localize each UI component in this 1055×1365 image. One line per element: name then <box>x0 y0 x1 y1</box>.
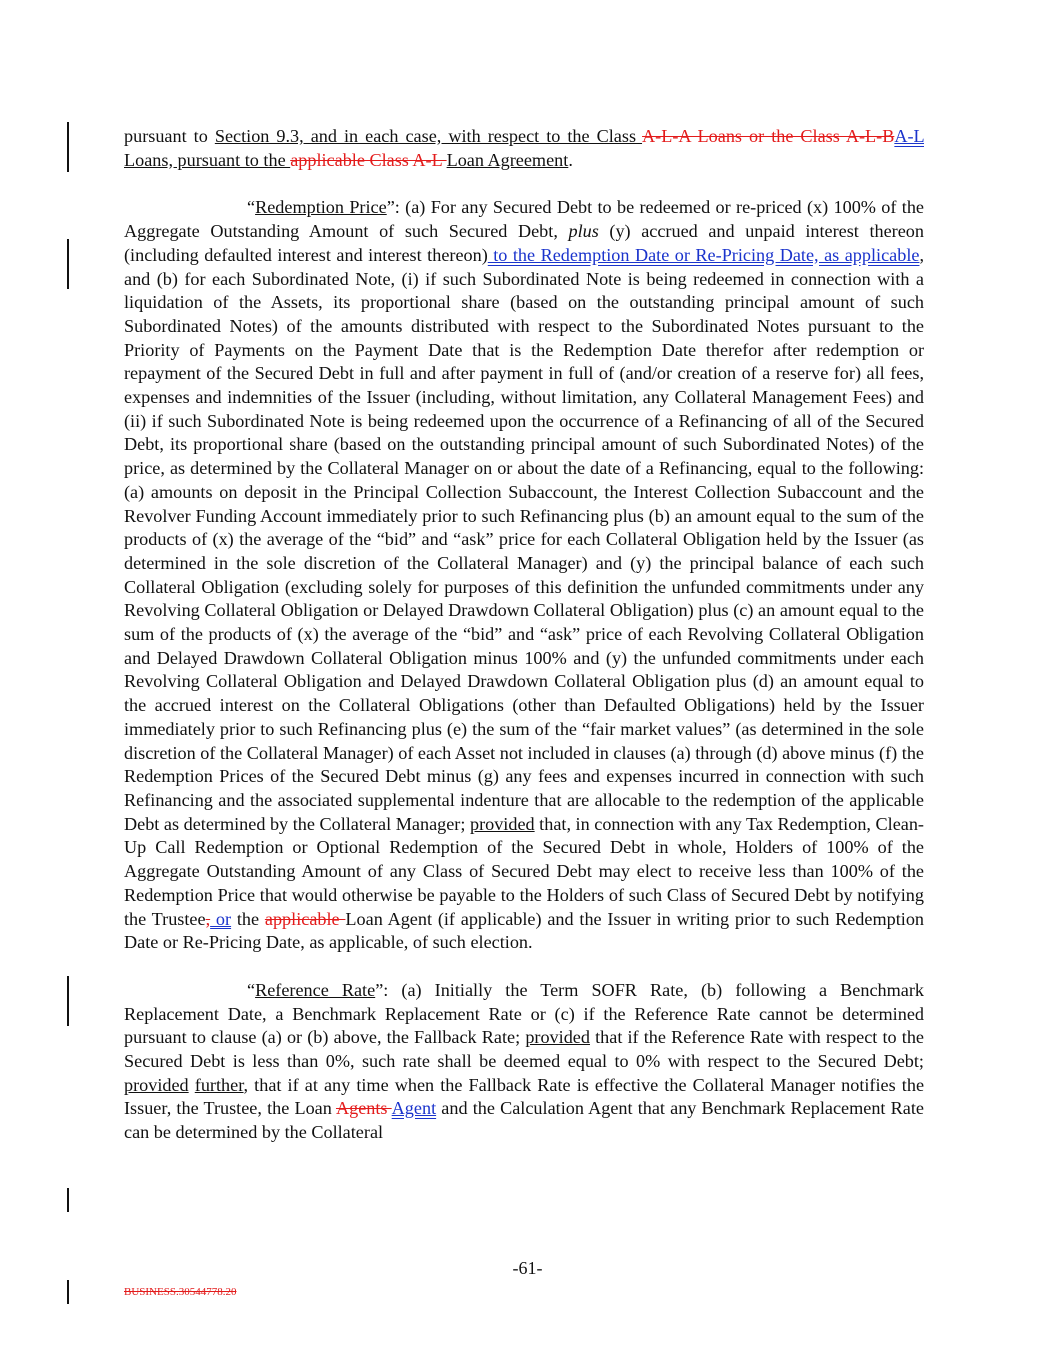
paragraph-continuation <box>124 125 924 172</box>
deleted-text: Agents <box>335 1098 392 1119</box>
inserted-text: to the Redemption Date or Re-Pricing Date, as applicable <box>487 244 920 265</box>
text: and the Calculation Agent that any Benchmark Replacement Rate can be determined by the Collateral <box>124 1098 924 1143</box>
text: (y) accrued and unpaid interest thereon (including defaulted interest and interest thereon) <box>124 221 924 265</box>
footer-document-id: BUSINESS.30544778.20 <box>124 1286 237 1298</box>
change-bar <box>67 976 69 1026</box>
underlined-text: provided <box>124 1074 189 1095</box>
text: that if the Reference Rate with respect to the Secured Debt is less than 0%, such rate shall be deemed equal to 0% with respect to the Secured Debt; <box>124 1027 924 1072</box>
document-page <box>124 125 924 1169</box>
definition-redemption-price <box>124 196 924 955</box>
text: “ <box>247 979 256 1000</box>
text: the <box>231 908 265 929</box>
underlined-text: provided <box>525 1027 590 1048</box>
underlined-text: provided <box>469 813 535 834</box>
inserted-text: Agent <box>391 1098 437 1119</box>
page-number: -61- <box>512 1258 543 1278</box>
inserted-text: A-L <box>894 126 924 146</box>
text: . <box>568 149 573 170</box>
text: ”: (a) For any Secured Debt to be redeemed or re-priced (x) 100% of the Aggregate Outstanding Amount of such Secured Debt, <box>124 197 925 242</box>
change-bar <box>67 1280 69 1304</box>
italic-text: plus <box>568 221 599 242</box>
definition-reference-rate <box>124 979 924 1145</box>
text: , that if at any time when the Fallback Rate is effective the Collateral Manager notifies the Issuer, the Trustee, the Loan <box>124 1074 925 1119</box>
deleted-text: , <box>205 908 211 929</box>
change-bar <box>67 1188 69 1212</box>
text: that, in connection with any Tax Redemption, Clean-Up Call Redemption or Optional Redemption of the Secured Debt in whole, Holders of 100% of the Aggregate Outstanding Amount of any Class of Secured Debt may elect to receive less than 100% of the Redemption Price that would otherwise be payable to the Holders of such Class of Secured Debt by notifying the Trustee <box>124 813 924 929</box>
underlined-text: Loans, pursuant to the <box>124 149 291 170</box>
deleted-text: A-L-A Loans or the Class A-L-B <box>642 126 895 146</box>
text: , and (b) for each Subordinated Note, (i) if such Subordinated Note is being redeemed in connection with a liquidation of the Assets, its proportional share (based on the outstanding principal amount of such Subordinated Notes) of the amounts distributed with respect to the Subordinated Notes pursuant to the Priority of Payments on the Payment Date that is the Redemption Date therefor after redemption or repayment of the Secured Debt in full and after payment in full of (and/or creation of a reserve for) all fees, expenses and indemnities of the Issuer (including, without limitation, any Collateral Management Fees) and (ii) if such Subordinated Note is being redeemed upon the occurrence of a Refinancing of all of the Secured Debt, its proportional share (based on the outstanding principal amount of such Subordinated Notes) of the price, as determined by the Collateral Manager on or about the date of a Refinancing, equal to the following: (a) amounts on deposit in the Principal Collection Subaccount, the Interest Collection Subaccount and the Revolver Funding Account immediately prior to such Refinancing plus (b) an amount equal to the sum of the products of (x) the average of the “bid” and “ask” price for each Collateral Obligation held by the Issuer (as determined in the sole discretion of the Collateral Manager) and (y) the principal balance of each such Collateral Obligation (excluding solely for purposes of this definition the unfunded commitments under any Revolving Collateral Obligation or Delayed Drawdown Collateral Obligation) plus (c) an amount equal to the sum of the products of (x) the average of the “bid” and “ask” price of each Revolving Collateral Obligation and Delayed Drawdown Collateral Obligation minus 100% and (y) the unfunded commitments under each Revolving Collateral Obligation and Delayed Drawdown Collateral Obligation plus (d) an amount equal to the accrued interest on the Collateral Obligations (other than Defaulted Obligations) held by the Issuer immediately prior to such Refinancing plus (e) the sum of the “fair market values” (as determined in the sole discretion of the Collateral Manager) of each Asset not included in clauses (a) through (d) above minus (f) the Redemption Prices of the Secured Debt minus (g) any fees and expenses incurred in connection with such Refinancing and the associated supplemental indenture that are allocable to the redemption of the applicable Debt as determined by the Collateral Manager; <box>124 244 924 834</box>
deleted-text: applicable Class A-L <box>290 149 447 170</box>
change-bar <box>67 239 69 289</box>
text: pursuant to <box>124 126 215 146</box>
underlined-text: further <box>194 1074 244 1095</box>
defined-term: Reference Rate <box>255 979 376 1000</box>
text: “ <box>247 197 256 218</box>
underlined-text: Loan Agreement <box>446 149 569 170</box>
underlined-text: Section 9.3, and in each case, with respect to the Class <box>214 126 643 146</box>
change-bar <box>67 122 69 172</box>
text: Loan Agent (if applicable) and the Issuer in writing prior to such Redemption Date or Re-Pricing Date, as applicable, of such election. <box>124 908 925 953</box>
text: ”: (a) Initially the Term SOFR Rate, (b) following a Benchmark Replacement Date, a Benchmark Replacement Rate or (c) if the Reference Rate cannot be determined pursuant to clause (a) or (b) above, the Fallback Rate; <box>124 979 925 1048</box>
deleted-text: applicable <box>264 908 346 929</box>
defined-term: Redemption Price <box>255 197 387 218</box>
inserted-text: or <box>210 908 232 929</box>
